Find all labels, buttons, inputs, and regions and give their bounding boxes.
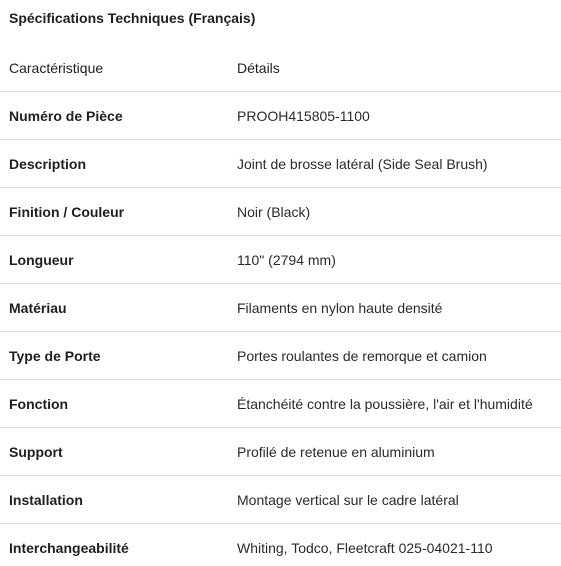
table-row (0, 428, 561, 476)
row-value: Montage vertical sur le cadre latéral (237, 476, 561, 524)
table-row (0, 524, 561, 566)
table-row (0, 236, 561, 284)
row-value: Joint de brosse latéral (Side Seal Brush) (237, 140, 561, 188)
row-value: Profilé de retenue en aluminium (237, 428, 561, 476)
column-header-details: Détails (237, 44, 561, 92)
row-key: Finition / Couleur (0, 188, 237, 236)
row-key: Numéro de Pièce (0, 92, 237, 140)
row-value: Whiting, Todco, Fleetcraft 025-04021-110 (237, 539, 493, 556)
row-key: Description (0, 140, 237, 188)
table-row (0, 188, 561, 236)
column-header-characteristic: Caractéristique (0, 44, 237, 92)
row-key: Installation (0, 476, 237, 524)
row-key: Support (0, 428, 237, 476)
section-title: Spécifications Techniques (Français) (9, 10, 256, 26)
row-value: 110" (2794 mm) (237, 236, 561, 284)
row-key: Matériau (0, 284, 237, 332)
specs-table (0, 44, 561, 566)
table-row (0, 284, 561, 332)
row-key: Longueur (0, 236, 237, 284)
table-row (0, 476, 561, 524)
table-row (0, 332, 561, 380)
row-value: PROOH415805-1100 (237, 92, 561, 140)
table-row (0, 140, 561, 188)
row-value: Étanchéité contre la poussière, l'air et l'humidité (237, 380, 561, 428)
row-value: Noir (Black) (237, 188, 561, 236)
row-value: Filaments en nylon haute densité (237, 284, 561, 332)
row-key: Type de Porte (0, 332, 237, 380)
row-value: Portes roulantes de remorque et camion (237, 332, 561, 380)
row-key: Fonction (0, 380, 237, 428)
row-key: Interchangeabilité (9, 539, 129, 556)
table-header-row (0, 44, 561, 92)
table-row (0, 92, 561, 140)
table-row (0, 380, 561, 428)
